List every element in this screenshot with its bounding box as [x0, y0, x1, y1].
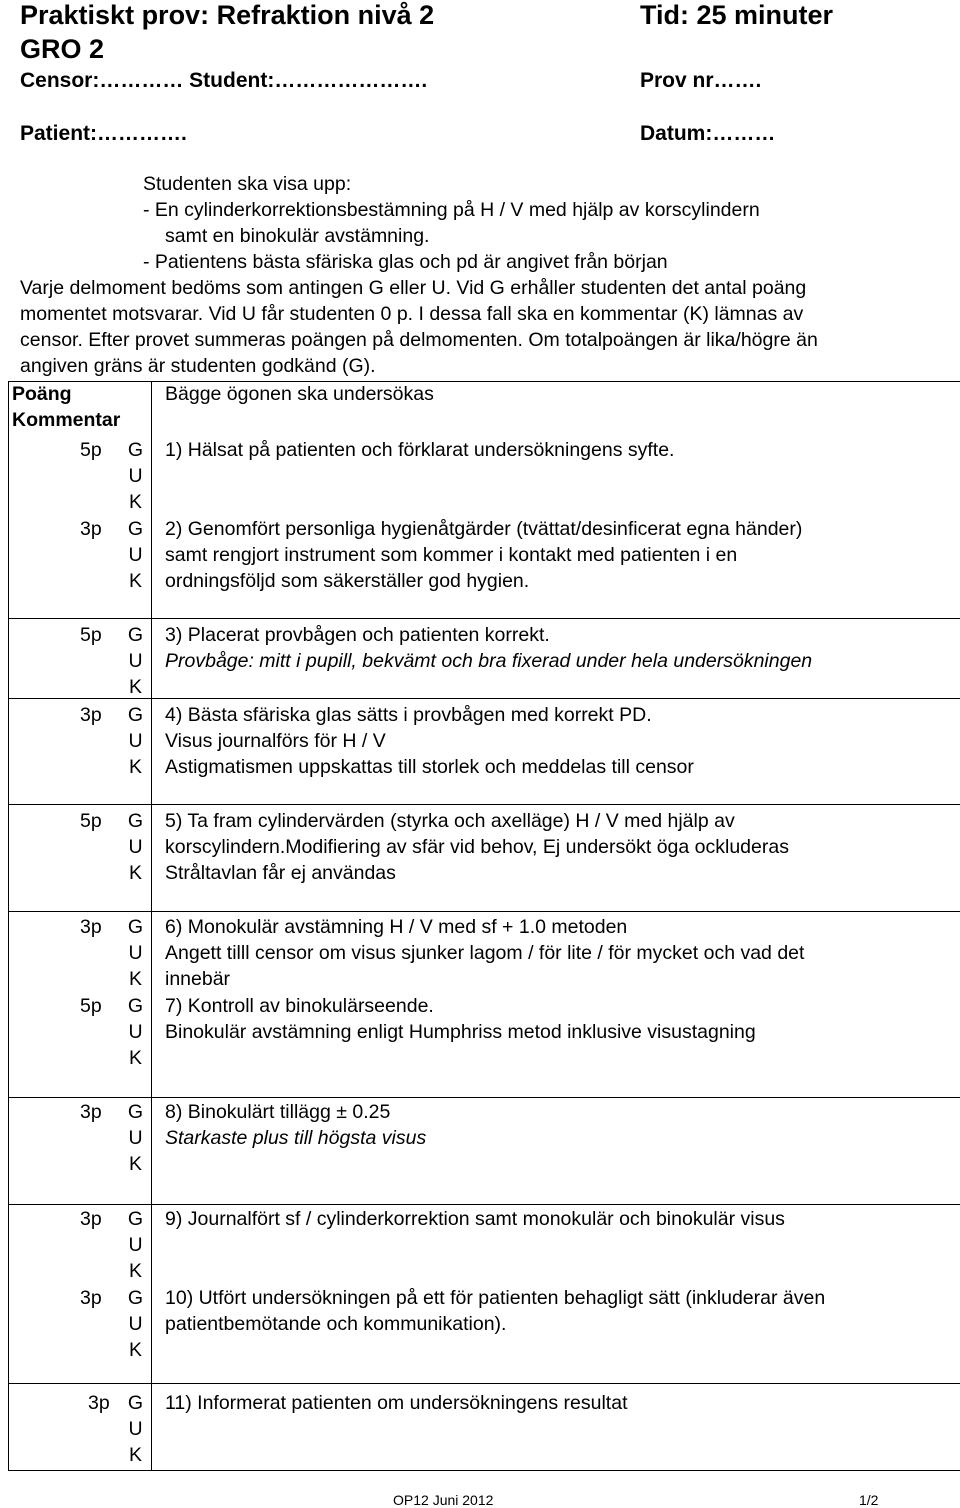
grade-g: G [127, 1287, 144, 1309]
censor-student-field: Censor:………… Student:…………………. [20, 69, 428, 92]
grade-k: K [128, 862, 142, 884]
grade-u: U [128, 1234, 143, 1256]
grade-k: K [128, 1047, 142, 1069]
intro-line: - En cylinderkorrektionsbestämning på H / V med hjälp av korscylindern [143, 199, 760, 221]
criterion-text: 8) Binokulärt tillägg ± 0.25 [165, 1101, 391, 1123]
grade-k: K [128, 1260, 142, 1282]
grade-k: K [128, 570, 142, 592]
criterion-text: 3) Placerat provbågen och patienten korrekt. [165, 624, 550, 646]
intro-line: Studenten ska visa upp: [143, 173, 352, 195]
grade-k: K [128, 756, 142, 778]
table-bottom-border [8, 1470, 960, 1471]
grade-u: U [128, 942, 143, 964]
table-column-divider [151, 381, 152, 1471]
comment-header: Kommentar [12, 409, 121, 431]
grade-u: U [128, 465, 143, 487]
criterion-text: 10) Utfört undersökningen på ett för patienten behagligt sätt (inkluderar även [165, 1287, 826, 1309]
grade-g: G [127, 1208, 144, 1230]
course-code: GRO 2 [20, 34, 105, 64]
grade-g: G [127, 995, 144, 1017]
row-divider [8, 911, 960, 912]
points-value: 5p [80, 810, 102, 832]
points-value: 3p [80, 1208, 102, 1230]
criterion-text: 1) Hälsat på patienten och förklarat undersökningens syfte. [165, 439, 675, 461]
grade-u: U [128, 1418, 143, 1440]
grade-k: K [128, 491, 142, 513]
datum-field: Datum:……… [640, 122, 776, 145]
points-value: 3p [80, 1287, 102, 1309]
intro-line: - Patientens bästa sfäriska glas och pd är angivet från början [143, 251, 668, 273]
points-value: 5p [80, 995, 102, 1017]
prov-nr-field: Prov nr……. [640, 69, 762, 92]
row-divider [8, 1204, 960, 1205]
criterion-text: korscylindern.Modifiering av sfär vid behov, Ej undersökt öga ockluderas [165, 836, 789, 858]
points-value: 3p [88, 1392, 110, 1414]
row-divider [8, 1383, 960, 1384]
criterion-text: Angett tilll censor om visus sjunker lagom / för lite / för mycket och vad det [165, 942, 805, 964]
criterion-text: 2) Genomfört personliga hygienåtgärder (tvättat/desinficerat egna händer) [165, 518, 803, 540]
criterion-text: 5) Ta fram cylindervärden (styrka och axelläge) H / V med hjälp av [165, 810, 735, 832]
grade-g: G [127, 810, 144, 832]
intro-line: angiven gräns är studenten godkänd (G). [20, 355, 376, 377]
criterion-note: Starkaste plus till högsta visus [165, 1127, 427, 1149]
criterion-text: Binokulär avstämning enligt Humphriss metod inklusive visustagning [165, 1021, 756, 1043]
grade-g: G [127, 439, 144, 461]
page-title: Praktiskt prov: Refraktion nivå 2 [20, 0, 435, 30]
criterion-text: innebär [165, 968, 231, 990]
grade-u: U [128, 836, 143, 858]
grade-k: K [128, 676, 142, 698]
points-value: 3p [80, 704, 102, 726]
intro-line: censor. Efter provet summeras poängen på delmomenten. Om totalpoängen är lika/högre än [20, 329, 818, 351]
grade-g: G [127, 1101, 144, 1123]
grade-u: U [128, 1021, 143, 1043]
criterion-text: patientbemötande och kommunikation). [165, 1313, 507, 1335]
row-divider [8, 698, 960, 699]
criterion-text: ordningsföljd som säkerställer god hygien. [165, 570, 530, 592]
table-left-border [8, 381, 9, 1471]
grade-g: G [127, 916, 144, 938]
criterion-text: Astigmatismen uppskattas till storlek och meddelas till censor [165, 756, 694, 778]
time-limit: Tid: 25 minuter [640, 0, 834, 30]
intro-line: Varje delmoment bedöms som antingen G eller U. Vid G erhåller studenten det antal poäng [20, 277, 807, 299]
criterion-text: Visus journalförs för H / V [165, 730, 386, 752]
grade-u: U [128, 1313, 143, 1335]
row-divider [8, 804, 960, 805]
criterion-text: Stråltavlan får ej användas [165, 862, 396, 884]
criterion-text: samt rengjort instrument som kommer i kontakt med patienten i en [165, 544, 738, 566]
points-value: 3p [80, 518, 102, 540]
criterion-note: Provbåge: mitt i pupill, bekvämt och bra fixerad under hela undersökningen [165, 650, 813, 672]
grade-g: G [127, 624, 144, 646]
points-header: Poäng [12, 383, 72, 405]
grade-k: K [128, 1153, 142, 1175]
row-divider [8, 1097, 960, 1098]
page-number: 1/2 [859, 1492, 879, 1508]
grade-u: U [128, 1127, 143, 1149]
table-heading: Bägge ögonen ska undersökas [165, 383, 434, 405]
grade-g: G [127, 704, 144, 726]
points-value: 3p [80, 916, 102, 938]
points-value: 5p [80, 624, 102, 646]
intro-line: samt en binokulär avstämning. [165, 225, 430, 247]
grade-g: G [127, 518, 144, 540]
grade-u: U [128, 650, 143, 672]
points-value: 3p [80, 1101, 102, 1123]
grade-g: G [127, 1392, 144, 1414]
row-divider [8, 618, 960, 619]
grade-u: U [128, 544, 143, 566]
patient-field: Patient:…………. [20, 122, 187, 145]
criterion-text: 9) Journalfört sf / cylinderkorrektion samt monokulär och binokulär visus [165, 1208, 785, 1230]
points-value: 5p [80, 439, 102, 461]
grade-u: U [128, 730, 143, 752]
grade-k: K [128, 1444, 142, 1466]
intro-line: momentet motsvarar. Vid U får studenten 0 p. I dessa fall ska en kommentar (K) lämnas av [20, 303, 804, 325]
grade-k: K [128, 968, 142, 990]
grade-k: K [128, 1339, 142, 1361]
criterion-text: 7) Kontroll av binokulärseende. [165, 995, 434, 1017]
criterion-text: 4) Bästa sfäriska glas sätts i provbågen med korrekt PD. [165, 704, 652, 726]
criterion-text: 6) Monokulär avstämning H / V med sf + 1.0 metoden [165, 916, 628, 938]
footer-code: OP12 Juni 2012 [393, 1492, 494, 1508]
criterion-text: 11) Informerat patienten om undersökningens resultat [165, 1392, 628, 1414]
